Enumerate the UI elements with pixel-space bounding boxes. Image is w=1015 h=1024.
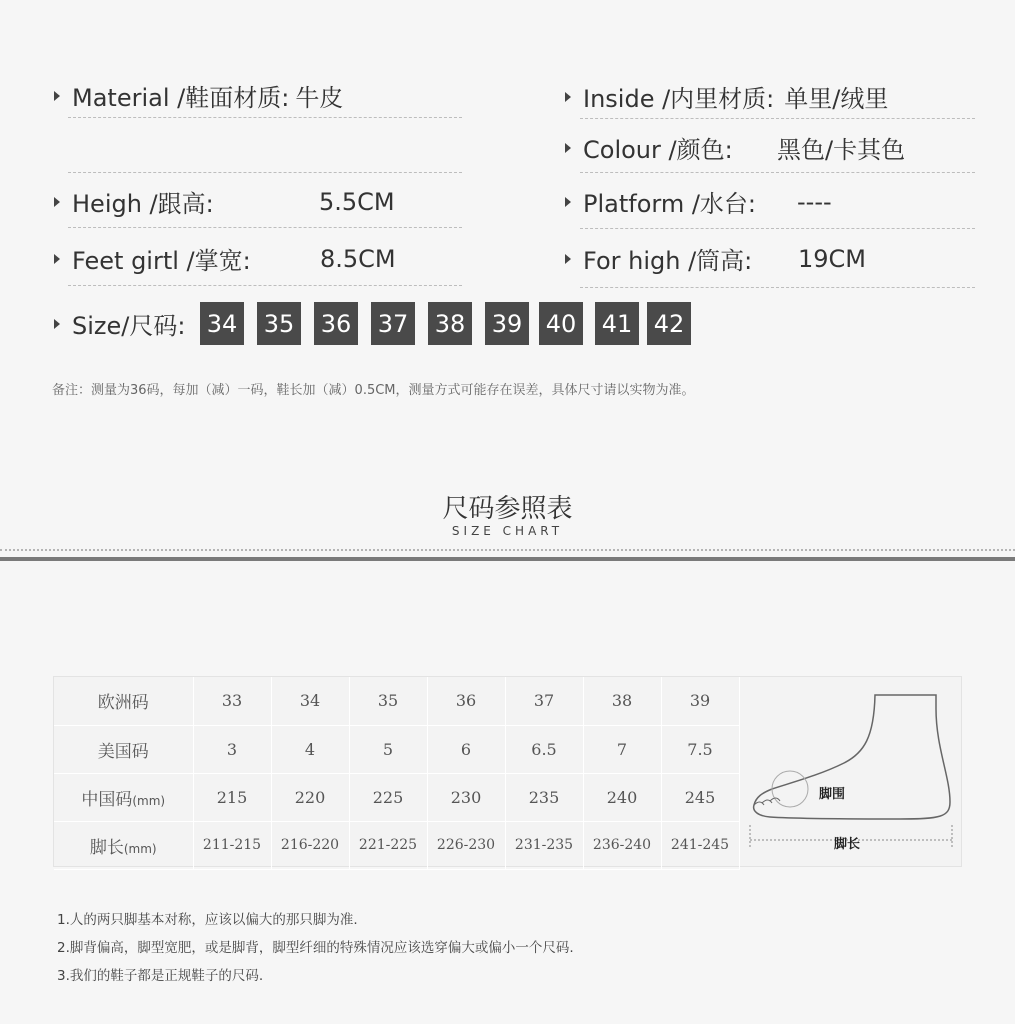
size-label-text: Size/尺码:: [72, 312, 186, 340]
bullet-triangle-icon: [565, 92, 571, 102]
dotted-separator: [0, 549, 1015, 551]
table-row: [54, 773, 739, 821]
size-chart: [53, 676, 962, 867]
spec-value: 单里/绒里: [784, 85, 889, 113]
table-cell: 6: [427, 725, 505, 773]
table-cell: 3: [193, 725, 271, 773]
bullet-triangle-icon: [54, 319, 60, 329]
separator-bar: [0, 557, 1015, 561]
spec-label: Material /鞋面材质:: [72, 84, 290, 112]
spec-value: 5.5CM: [319, 187, 395, 216]
table-cell: 221-225: [349, 821, 427, 869]
table-cell: 33: [193, 677, 271, 725]
foot-diagram: [740, 677, 962, 866]
spec-label: Platform /水台:: [583, 190, 757, 218]
table-cell: 37: [505, 677, 583, 725]
table-cell: 245: [661, 773, 739, 821]
table-cell: 215: [193, 773, 271, 821]
bullet-triangle-icon: [54, 197, 60, 207]
spec-value: ----: [797, 187, 832, 216]
bullet-triangle-icon: [565, 254, 571, 264]
spec-label: Feet girtl /掌宽:: [72, 247, 251, 275]
table-cell: 38: [583, 677, 661, 725]
table-cell: 235: [505, 773, 583, 821]
size-table: [54, 677, 740, 870]
spec-heigh: [54, 184, 454, 219]
size-option-42[interactable]: 42: [647, 302, 691, 345]
spec-colour: [565, 130, 965, 165]
table-cell: 220: [271, 773, 349, 821]
size-option-36[interactable]: 36: [314, 302, 358, 345]
spec-value: 黑色/卡其色: [777, 136, 906, 164]
size-option-39[interactable]: 39: [485, 302, 529, 345]
table-cell: 5: [349, 725, 427, 773]
foot-girth-label: 脚围: [819, 787, 846, 802]
divider: [580, 287, 975, 288]
table-cell: 230: [427, 773, 505, 821]
tip-item: 1.人的两只脚基本对称，应该以偏大的那只脚为准.: [57, 912, 358, 928]
divider: [68, 227, 462, 228]
bullet-triangle-icon: [565, 197, 571, 207]
row-header: 美国码: [54, 725, 193, 773]
tip-item: 2.脚背偏高，脚型宽肥，或是脚背，脚型纤细的特殊情况应该选穿偏大或偏小一个尺码.: [57, 940, 574, 956]
table-row: [54, 725, 739, 773]
table-cell: 216-220: [271, 821, 349, 869]
spec-value: 19CM: [798, 244, 867, 273]
table-cell: 36: [427, 677, 505, 725]
spec-label: For high /筒高:: [583, 247, 753, 275]
divider: [580, 228, 975, 229]
spec-inside: [565, 79, 888, 114]
table-cell: 7: [583, 725, 661, 773]
divider: [68, 285, 462, 286]
size-option-38[interactable]: 38: [428, 302, 472, 345]
row-header: 脚长(mm): [54, 821, 193, 869]
spec-platform: [565, 184, 965, 219]
bullet-triangle-icon: [565, 143, 571, 153]
bullet-triangle-icon: [54, 91, 60, 101]
table-cell: 240: [583, 773, 661, 821]
table-row: [54, 821, 739, 869]
spec-label: Colour /颜色:: [583, 136, 733, 164]
tip-item: 3.我们的鞋子都是正规鞋子的尺码.: [57, 968, 264, 984]
measurement-note: 备注：测量为36码，每加（减）一码，鞋长加（减）0.5CM，测量方式可能存在误差，具体尺寸请以实物为准。: [52, 383, 695, 398]
divider: [68, 172, 462, 173]
spec-material: [54, 78, 343, 113]
table-cell: 7.5: [661, 725, 739, 773]
spec-value: 牛皮: [295, 84, 344, 112]
table-cell: 226-230: [427, 821, 505, 869]
table-cell: 211-215: [193, 821, 271, 869]
divider: [580, 172, 975, 173]
size-option-37[interactable]: 37: [371, 302, 415, 345]
table-cell: 225: [349, 773, 427, 821]
foot-length-label: 脚长: [834, 837, 861, 852]
spec-label: Inside /内里材质:: [583, 85, 775, 113]
spec-feet-girth: [54, 241, 454, 276]
size-option-40[interactable]: 40: [539, 302, 583, 345]
table-row: [54, 677, 739, 725]
chart-title: 尺码参照表: [442, 494, 573, 524]
divider: [580, 118, 975, 119]
table-cell: 241-245: [661, 821, 739, 869]
size-label: [54, 306, 185, 341]
spec-for-high: [565, 241, 965, 276]
table-cell: 34: [271, 677, 349, 725]
table-cell: 231-235: [505, 821, 583, 869]
table-cell: 4: [271, 725, 349, 773]
row-header: 中国码(mm): [54, 773, 193, 821]
divider: [68, 117, 462, 118]
table-cell: 35: [349, 677, 427, 725]
size-option-34[interactable]: 34: [200, 302, 244, 345]
spec-label: Heigh /跟高:: [72, 190, 214, 218]
table-cell: 6.5: [505, 725, 583, 773]
size-option-35[interactable]: 35: [257, 302, 301, 345]
size-option-41[interactable]: 41: [595, 302, 639, 345]
row-header: 欧洲码: [54, 677, 193, 725]
spec-value: 8.5CM: [320, 244, 396, 273]
table-cell: 236-240: [583, 821, 661, 869]
chart-subtitle: SIZE CHART: [451, 524, 564, 538]
bullet-triangle-icon: [54, 254, 60, 264]
table-cell: 39: [661, 677, 739, 725]
